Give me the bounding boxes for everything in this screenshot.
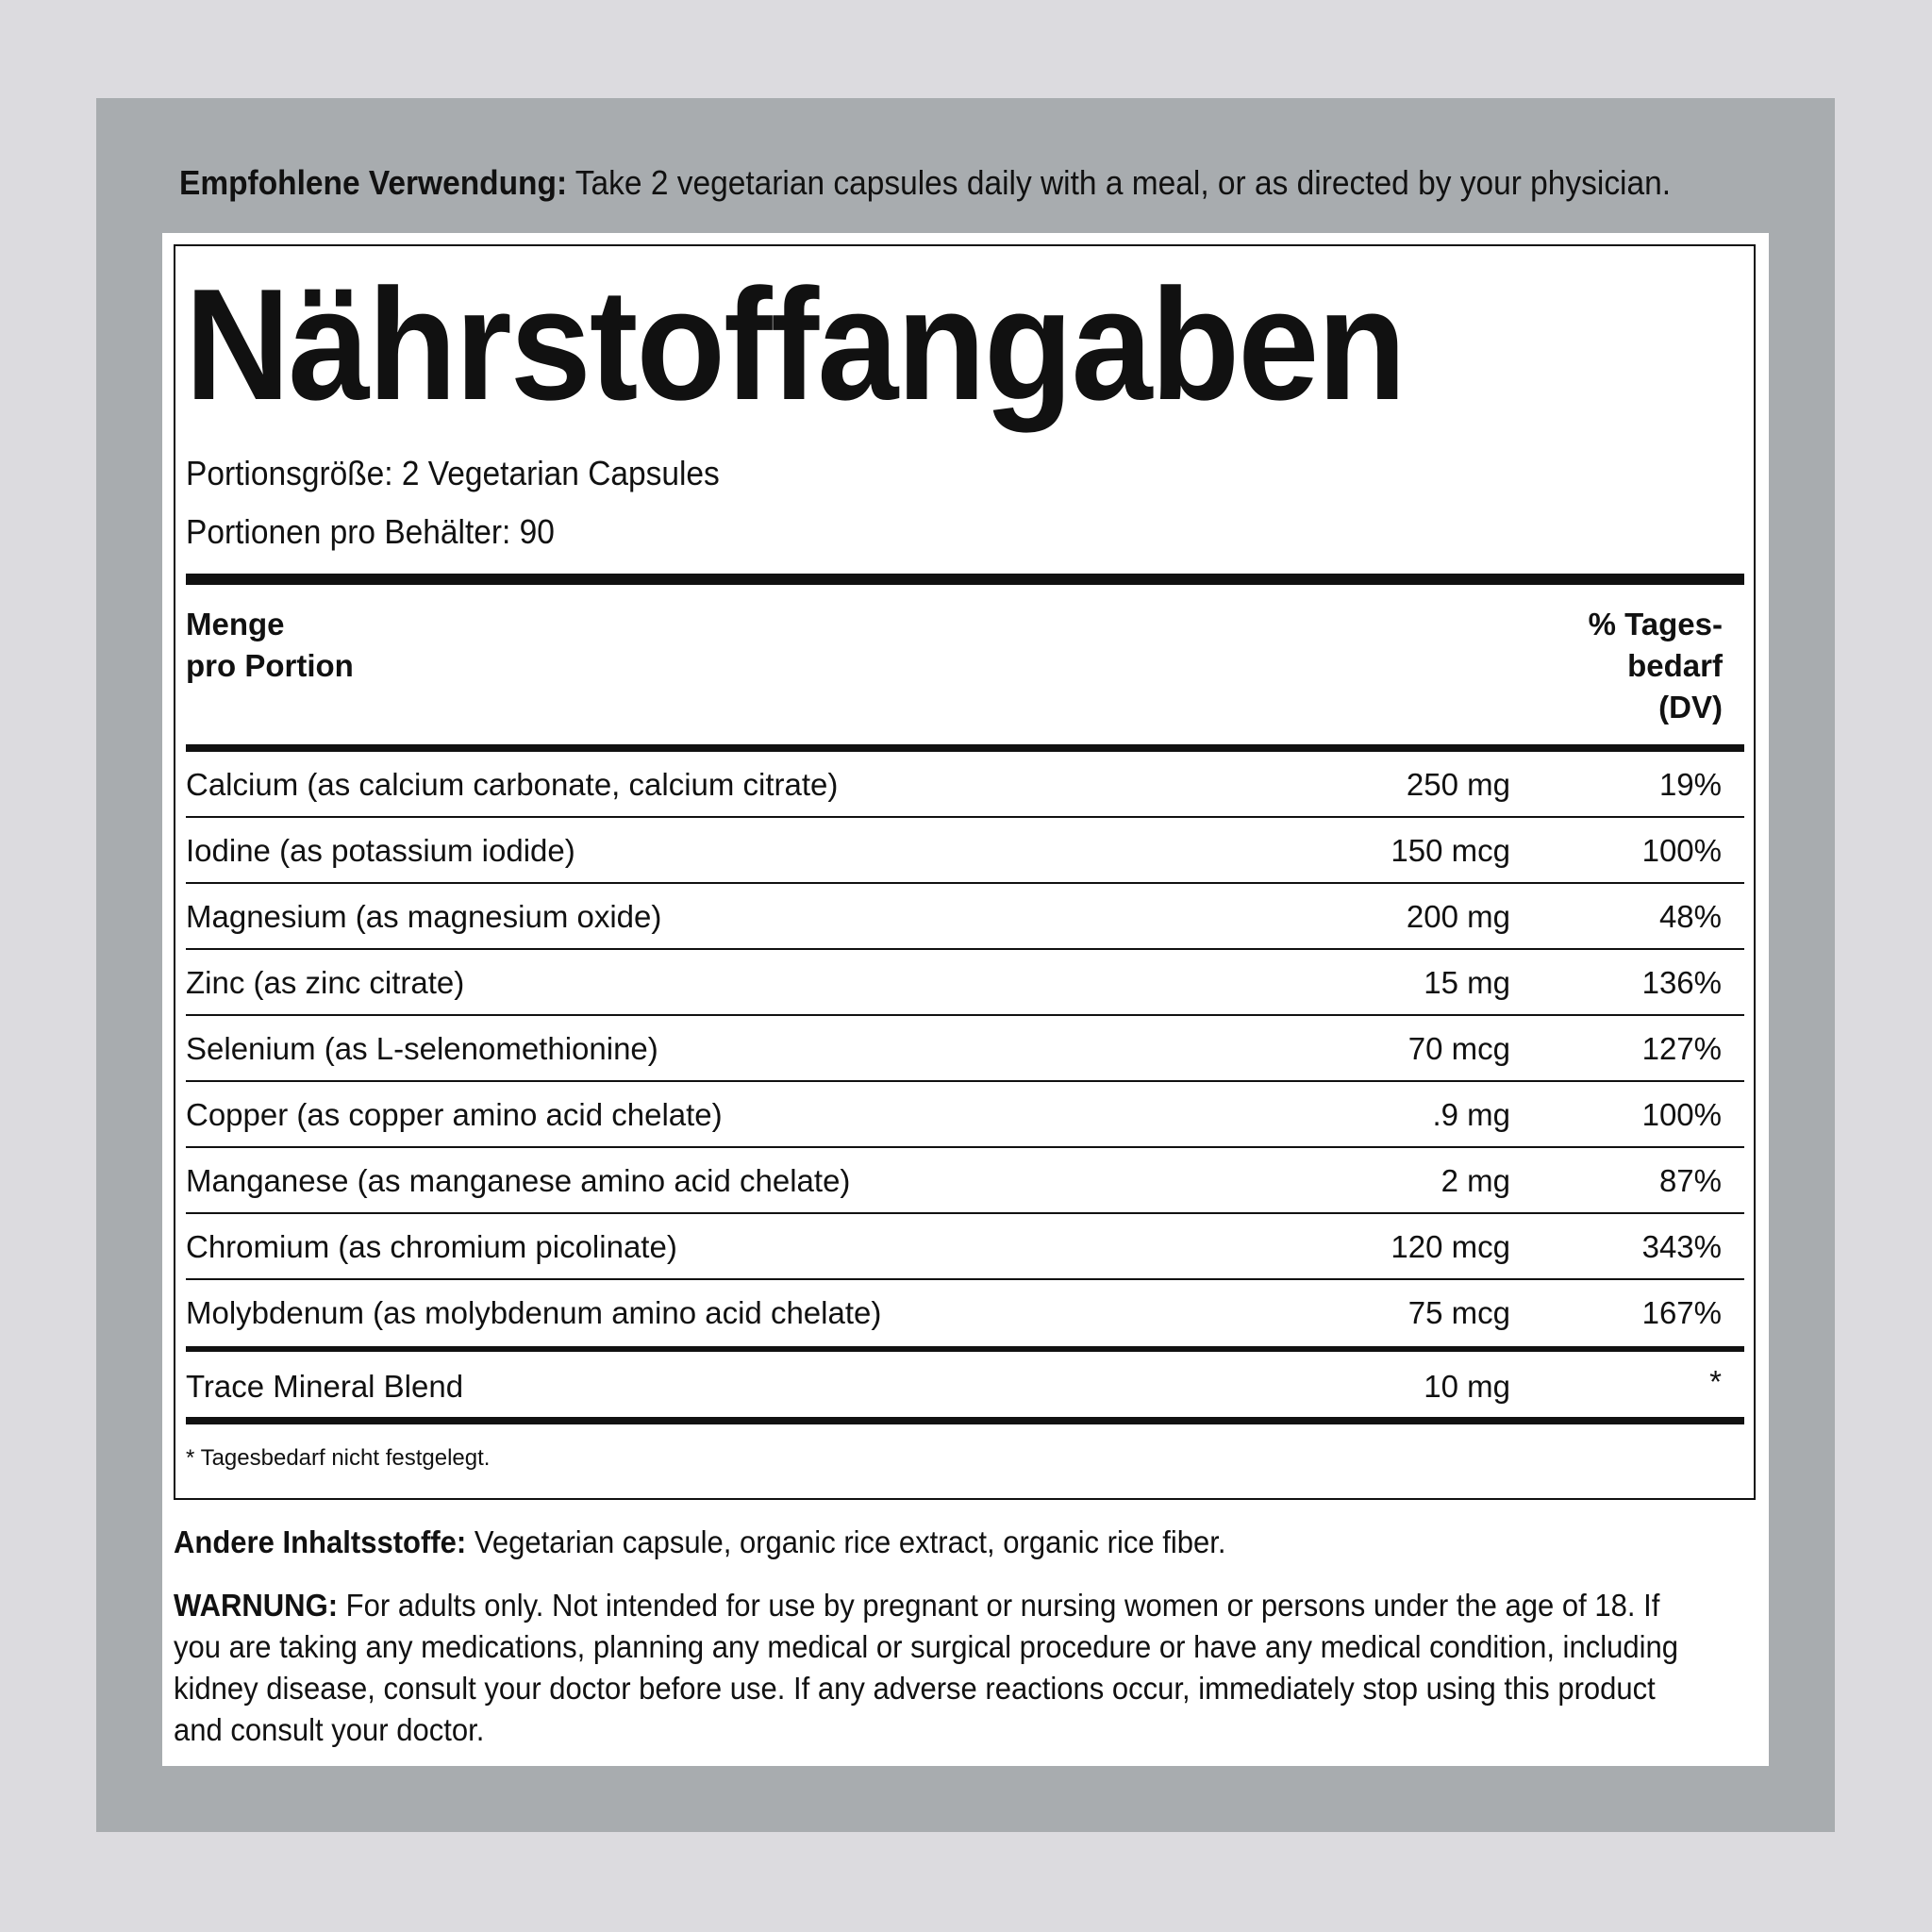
nutrient-name: Manganese (as manganese amino acid chelate) xyxy=(186,1163,851,1198)
footnote: * Tagesbedarf nicht festgelegt. xyxy=(186,1445,491,1471)
nutrient-row xyxy=(186,1280,1744,1346)
nutrient-amount: 120 mcg xyxy=(1391,1229,1510,1264)
recommended-use-label: Empfohlene Verwendung: xyxy=(179,163,568,202)
recommended-use xyxy=(179,162,1671,204)
nutrient-name: Iodine (as potassium iodide) xyxy=(186,833,575,868)
nutrient-name: Calcium (as calcium carbonate, calcium citrate) xyxy=(186,767,839,802)
nutrient-name: Zinc (as zinc citrate) xyxy=(186,965,465,1000)
nutrient-dv: 87% xyxy=(1658,1163,1722,1198)
blend-amount: 10 mg xyxy=(1424,1369,1510,1404)
nutrient-row xyxy=(186,752,1744,818)
nutrient-name: Molybdenum (as molybdenum amino acid chelate) xyxy=(186,1295,882,1330)
blend-name: Trace Mineral Blend xyxy=(186,1369,464,1404)
other-ingredients-label: Andere Inhaltsstoffe: xyxy=(174,1524,467,1559)
nutrient-name: Copper (as copper amino acid chelate) xyxy=(186,1097,723,1132)
other-ingredients xyxy=(174,1522,1225,1563)
nutrient-dv: 127% xyxy=(1641,1031,1722,1066)
nutrient-amount: 200 mg xyxy=(1406,899,1510,934)
warning-label: WARNUNG: xyxy=(174,1588,339,1623)
nutrient-amount: 2 mg xyxy=(1441,1163,1510,1198)
nutrient-dv: 48% xyxy=(1658,899,1722,934)
thick-divider-top xyxy=(186,574,1744,585)
nutrient-dv: 343% xyxy=(1641,1229,1722,1264)
nutrient-row xyxy=(186,884,1744,950)
nutrient-dv: 100% xyxy=(1641,1097,1722,1132)
nutrient-row xyxy=(186,950,1744,1016)
nutrient-row xyxy=(186,1082,1744,1148)
serving-size: Portionsgröße: 2 Vegetarian Capsules xyxy=(186,454,720,492)
nutrient-dv: 136% xyxy=(1641,965,1722,1000)
warning xyxy=(174,1585,1681,1751)
blend-divider xyxy=(186,1346,1744,1352)
dv-header-line1: % Tages- xyxy=(1588,607,1723,641)
nutrient-dv: 167% xyxy=(1641,1295,1722,1330)
facts-title: Nährstoffangaben xyxy=(185,256,1406,433)
nutrient-name: Chromium (as chromium picolinate) xyxy=(186,1229,677,1264)
blend-row xyxy=(186,1354,1744,1420)
recommended-use-text: Take 2 vegetarian capsules daily with a meal, or as directed by your physician. xyxy=(567,163,1672,202)
nutrient-name: Selenium (as L-selenomethionine) xyxy=(186,1031,658,1066)
nutrient-amount: 15 mg xyxy=(1424,965,1510,1000)
amount-per-serving-header xyxy=(186,604,354,687)
amount-header-line1: Menge xyxy=(186,607,285,641)
amount-header-line2: pro Portion xyxy=(186,648,354,683)
medium-divider xyxy=(186,744,1744,752)
nutrient-amount: 75 mcg xyxy=(1407,1295,1510,1330)
nutrient-row xyxy=(186,818,1744,884)
nutrient-row xyxy=(186,1016,1744,1082)
nutrient-dv: 19% xyxy=(1658,767,1722,802)
nutrient-dv: 100% xyxy=(1641,833,1722,868)
dv-header-line2: bedarf xyxy=(1627,648,1723,683)
thick-divider-bottom xyxy=(186,1417,1744,1424)
nutrient-name: Magnesium (as magnesium oxide) xyxy=(186,899,662,934)
nutrient-amount: 150 mcg xyxy=(1391,833,1510,868)
nutrient-amount: .9 mg xyxy=(1432,1097,1510,1132)
other-ingredients-text: Vegetarian capsule, organic rice extract, organic rice fiber. xyxy=(466,1524,1226,1559)
nutrient-amount: 70 mcg xyxy=(1407,1031,1510,1066)
daily-value-header xyxy=(1589,604,1723,728)
servings-per-container: Portionen pro Behälter: 90 xyxy=(186,512,555,551)
nutrient-row xyxy=(186,1214,1744,1280)
nutrient-row xyxy=(186,1148,1744,1214)
dv-header-line3: (DV) xyxy=(1658,690,1723,724)
blend-dv: * xyxy=(1709,1364,1722,1399)
nutrient-amount: 250 mg xyxy=(1406,767,1510,802)
warning-text: For adults only. Not intended for use by pregnant or nursing women or persons under the age of 18. If you are taking any medications, planning any medical or surgical procedure or have any medical condition, including kidney disease, consult your doctor before use. If any adverse reactions occur, immediately stop using this product and consult your doctor. xyxy=(174,1588,1679,1747)
